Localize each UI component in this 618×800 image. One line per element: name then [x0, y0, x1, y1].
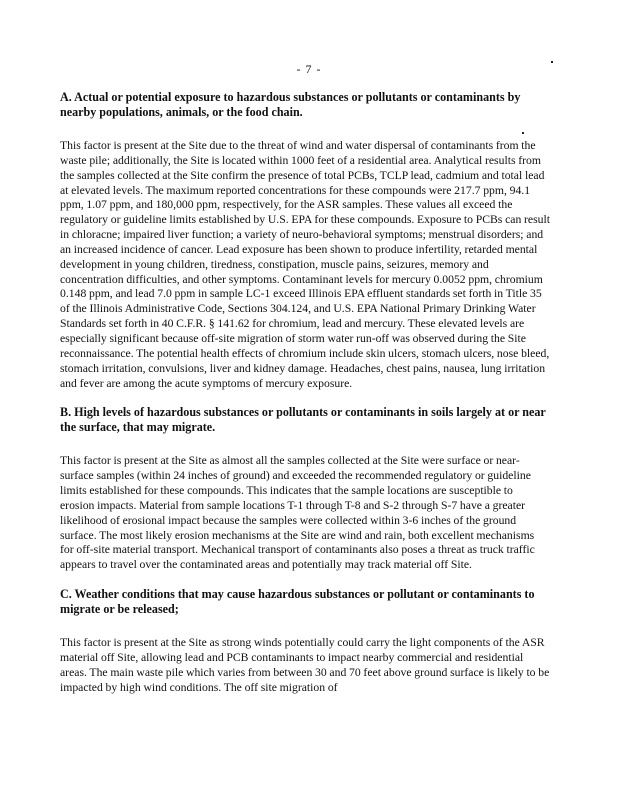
section-c-paragraph: This factor is present at the Site as strong winds potentially could carry the light components of the ASR material off Site, allowing lead and PCB contaminants to impact nearby commercial and residential areas. The main waste pile which varies from between 30 and 70 feet above ground surface is likely to be impacted by high wind conditions. The off site migration of: [60, 636, 550, 694]
section-a: [60, 90, 550, 391]
section-a-paragraph: This factor is present at the Site due to the threat of wind and water dispersal of contaminants from the waste pile; additionally, the Site is located within 1000 feet of a residential area. Analytical results from the samples collected at the Site confirm the presence of total PCBs, TCLP lead, cadmium and total lead at elevated levels. The maximum reported concentrations for these compounds were 217.7 ppm, 94.1 ppm, 1.07 ppm, and 180,000 ppm, respectively, for the ASR samples. These values all exceed the regulatory or guideline limits established by U.S. EPA for these compounds. Exposure to PCBs can result in chloracne; impaired liver function; a variety of neuro-behavioral symptoms; menstrual disorders; and an increased incidence of cancer. Lead exposure has been shown to produce infertility, retarded mental development in young children, tiredness, constipation, muscle pains, seizures, memory and concentration difficulties, and other symptoms. Contaminant levels for mercury 0.0052 ppm, chromium 0.148 ppm, and lead 7.0 ppm in sample LC-1 exceed Illinois EPA effluent standards set forth in Title 35 of the Illinois Administrative Code, Sections 304.124, and U.S. EPA National Primary Drinking Water Standards set forth in 40 C.F.R. § 141.62 for chromium, lead and mercury. These elevated levels are especially significant because off-site migration of storm water run-off was observed during the Site reconnaissance. The potential health effects of chromium include skin ulcers, stomach ulcers, nose bleed, stomach irritation, convulsions, liver and kidney damage. Headaches, chest pains, nausea, lung irritation and fever are among the acute symptoms of mercury exposure.: [60, 139, 550, 390]
section-b-heading: B. High levels of hazardous substances or pollutants or contaminants in soils largely at or near the surface, that may migrate.: [60, 405, 546, 435]
page-number: - 7 -: [296, 62, 322, 76]
section-b-paragraph: This factor is present at the Site as almost all the samples collected at the Site were surface or near-surface samples (within 24 inches of ground) and exceeded the recommended regulatory or guideline limits established for these compounds. This indicates that the sample locations are susceptible to erosion impacts. Material from sample locations T-1 through T-8 and S-2 through S-7 have a greater likelihood of erosional impact because the samples were collected within 3-6 inches of the ground surface. The most likely erosion mechanisms at the Site are wind and rain, both excellent mechanisms for off-site material transport. Mechanical transport of contaminants also poses a threat as truck traffic appears to travel over the contaminated areas and potentially may track material off Site.: [60, 454, 535, 572]
section-a-heading: A. Actual or potential exposure to hazardous substances or pollutants or contaminants by nearby populations, animals, or the food chain.: [60, 90, 521, 119]
section-b: [60, 405, 550, 573]
section-c-heading: C. Weather conditions that may cause hazardous substances or pollutant or contaminants to migrate or be released;: [60, 587, 535, 617]
document-body: [60, 90, 550, 709]
section-c: [60, 587, 550, 695]
